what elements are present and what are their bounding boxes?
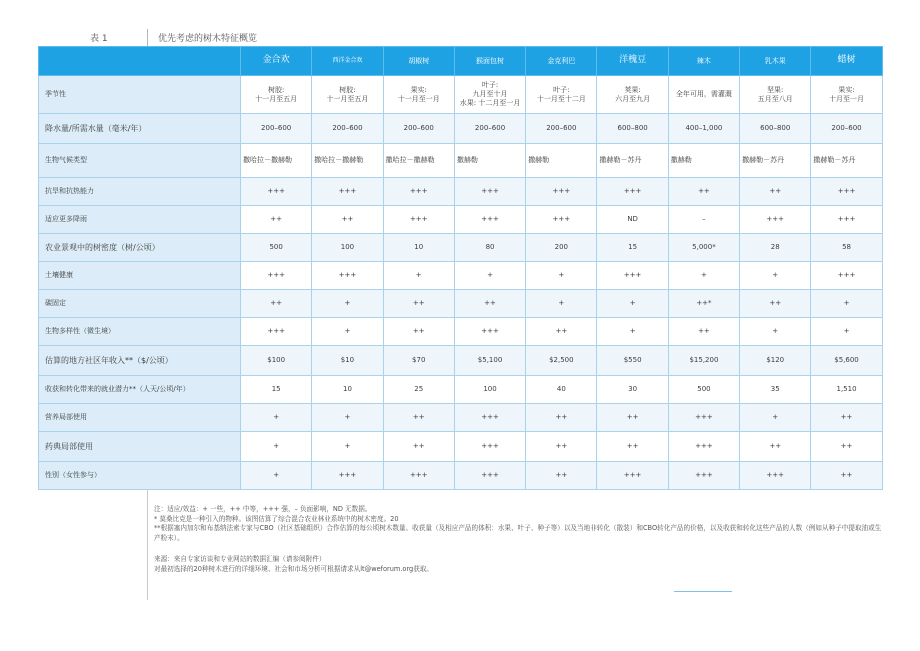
table-cell: 撒哈拉－撒赫勒 <box>383 144 454 178</box>
column-header-tree: 胡椒树 <box>383 47 454 76</box>
table-cell: + <box>811 290 882 318</box>
table-cell: 200–600 <box>312 114 383 144</box>
table-cell: + <box>526 290 597 318</box>
table-cell: +++ <box>811 206 882 234</box>
row-label: 生物气候类型 <box>39 144 241 178</box>
table-cell: 荚果: 六月至九月 <box>597 76 668 114</box>
table-cell: 200–600 <box>811 114 882 144</box>
table-cell: 200–600 <box>526 114 597 144</box>
table-cell: + <box>312 432 383 462</box>
table-cell: +++ <box>597 262 668 290</box>
table-cell: 35 <box>740 376 811 404</box>
table-cell: $15,200 <box>668 346 739 376</box>
header-row <box>39 47 883 76</box>
table-cell: $5,600 <box>811 346 882 376</box>
table-cell: ++ <box>454 290 525 318</box>
table-cell: 撒赫勒 <box>454 144 525 178</box>
table-cell: ++ <box>383 290 454 318</box>
table-cell: ++ <box>597 404 668 432</box>
table-cell: ++ <box>597 432 668 462</box>
table-row <box>39 318 883 346</box>
table-cell: ++ <box>668 318 739 346</box>
table-cell: ++ <box>312 206 383 234</box>
table-cell: 果实: 十一月至一月 <box>383 76 454 114</box>
table-cell: 1,510 <box>811 376 882 404</box>
table-cell: +++ <box>454 318 525 346</box>
table-cell: 10 <box>383 234 454 262</box>
column-header-tree: 猴面包树 <box>454 47 525 76</box>
table-cell: $70 <box>383 346 454 376</box>
table-cell: 果实: 十月至一月 <box>811 76 882 114</box>
table-row <box>39 432 883 462</box>
table-cell: +++ <box>811 178 882 206</box>
table-cell: + <box>312 290 383 318</box>
table-cell: 200 <box>526 234 597 262</box>
table-cell: 树胶: 十一月至五月 <box>241 76 312 114</box>
table-cell: 58 <box>811 234 882 262</box>
table-cell: + <box>668 262 739 290</box>
table-cell: 30 <box>597 376 668 404</box>
table-cell: ++ <box>383 404 454 432</box>
table-cell: +++ <box>740 462 811 490</box>
table-cell: $100 <box>241 346 312 376</box>
table-cell: +++ <box>668 462 739 490</box>
column-header-tree: 辣木 <box>668 47 739 76</box>
table-cell: 28 <box>740 234 811 262</box>
table-cell: ND <box>597 206 668 234</box>
table-cell: $5,100 <box>454 346 525 376</box>
table-cell: +++ <box>668 432 739 462</box>
table-cell: +++ <box>668 404 739 432</box>
table-cell: + <box>454 262 525 290</box>
table-cell: 撒赫勒 <box>526 144 597 178</box>
table-cell: $120 <box>740 346 811 376</box>
row-label: 收获和转化带来的就业潜力**（人天/公顷/年） <box>39 376 241 404</box>
column-header-tree: 金克利巴 <box>526 47 597 76</box>
table-cell: ++ <box>526 404 597 432</box>
table-cell: +++ <box>454 404 525 432</box>
table-cell: ++ <box>668 178 739 206</box>
table-cell: + <box>740 262 811 290</box>
table-cell: 坚果: 五月至八月 <box>740 76 811 114</box>
table-cell: +++ <box>454 178 525 206</box>
table-cell: + <box>241 462 312 490</box>
table-cell: 80 <box>454 234 525 262</box>
table-cell: ++ <box>526 318 597 346</box>
table-cell: + <box>241 404 312 432</box>
notes-source: 来源：来自专家访谈和专业网站的数据汇编（请参阅附件） <box>154 555 326 564</box>
table-row <box>39 376 883 404</box>
notes-footnote-2: **根据塞内加尔和布基纳法索专家与CBO（社区基础组织）合作估算的每公顷树木数量、收获量（及相应产品的体积：水果、叶子、种子等）以及当地非转化（散装）和CBO转化产品的价格，以及收获和转化这些产品的人数（例如从种子中提取油或生产粉末）。 <box>154 524 882 542</box>
column-header-tree: 乳木果 <box>740 47 811 76</box>
row-label: 营养局部使用 <box>39 404 241 432</box>
table-cell: 全年可用，需灌溉 <box>668 76 739 114</box>
table-cell: + <box>740 404 811 432</box>
table-cell: 树胶: 十一月至五月 <box>312 76 383 114</box>
table-cell: +++ <box>383 178 454 206</box>
table-cell: ++ <box>383 318 454 346</box>
row-label: 生物多样性（微生境） <box>39 318 241 346</box>
row-label: 季节性 <box>39 76 241 114</box>
table-cell: 叶子: 九月至十月 水果: 十二月至一月 <box>454 76 525 114</box>
notes-divider <box>147 490 148 600</box>
table-cell: 15 <box>241 376 312 404</box>
table-cell: 200–600 <box>383 114 454 144</box>
table-cell: ++ <box>241 290 312 318</box>
table-cell: + <box>312 404 383 432</box>
table-cell: $2,500 <box>526 346 597 376</box>
table-cell: +++ <box>241 178 312 206</box>
table-cell: +++ <box>312 462 383 490</box>
column-header-tree: 西洋金合欢 <box>312 47 383 76</box>
table-row <box>39 234 883 262</box>
table-cell: 叶子: 十一月至十二月 <box>526 76 597 114</box>
table-cell: +++ <box>526 206 597 234</box>
table-cell: 200–600 <box>241 114 312 144</box>
table-cell: ++* <box>668 290 739 318</box>
row-label: 适应更多降雨 <box>39 206 241 234</box>
table-caption <box>0 31 920 45</box>
notes-legend: 注：适应/效益：+ 一些，++ 中等，+++ 强，– 负面影响，ND 无数据。 <box>154 505 372 513</box>
table-cell: ++ <box>241 206 312 234</box>
notes-contact: 对最初选择的20种树木进行的详细环境、社会和市场分析可根据请求从lt@weforum.org获取。 <box>154 564 434 573</box>
table-cell: +++ <box>597 462 668 490</box>
column-header-tree: 蜡树 <box>811 47 882 76</box>
table-cell: 500 <box>668 376 739 404</box>
table-row <box>39 178 883 206</box>
table-cell: ++ <box>811 462 882 490</box>
table-cell: + <box>312 318 383 346</box>
table-cell: $550 <box>597 346 668 376</box>
table-cell: 撒赫勒 <box>668 144 739 178</box>
table-cell: 10 <box>312 376 383 404</box>
table-cell: ++ <box>811 404 882 432</box>
table-row <box>39 144 883 178</box>
table-cell: 600–800 <box>740 114 811 144</box>
table-cell: +++ <box>454 462 525 490</box>
table-cell: + <box>740 318 811 346</box>
table-cell: +++ <box>740 206 811 234</box>
table-cell: +++ <box>241 318 312 346</box>
table-cell: 25 <box>383 376 454 404</box>
table-cell: 撒赫勒－苏丹 <box>811 144 882 178</box>
caption-divider <box>147 29 148 47</box>
tree-characteristics-table <box>38 46 883 490</box>
notes-footnote-1: * 莫桑比克是一种引入的物种。该图估算了综合混合农业林业系统中的树木密度。20 <box>154 514 399 523</box>
table-cell: – <box>668 206 739 234</box>
header-corner <box>39 47 241 76</box>
table-cell: + <box>526 262 597 290</box>
table-cell: + <box>597 318 668 346</box>
table-row <box>39 404 883 432</box>
table-cell: 5,000* <box>668 234 739 262</box>
table-row <box>39 346 883 376</box>
table-cell: +++ <box>383 206 454 234</box>
table-cell: +++ <box>454 206 525 234</box>
table-cell: +++ <box>312 262 383 290</box>
table-cell: 200–600 <box>454 114 525 144</box>
email-link-underline <box>674 591 732 592</box>
table-cell: +++ <box>526 178 597 206</box>
row-label: 降水量/所需水量（毫米/年） <box>39 114 241 144</box>
row-label: 药典局部使用 <box>39 432 241 462</box>
table-cell: ++ <box>383 432 454 462</box>
table-cell: ++ <box>526 462 597 490</box>
table-cell: 100 <box>312 234 383 262</box>
table-cell: $10 <box>312 346 383 376</box>
table-cell: +++ <box>454 432 525 462</box>
column-header-tree: 洋槐豆 <box>597 47 668 76</box>
table-row <box>39 262 883 290</box>
column-header-tree: 金合欢 <box>241 47 312 76</box>
table-cell: +++ <box>312 178 383 206</box>
table-row <box>39 290 883 318</box>
table-cell: 40 <box>526 376 597 404</box>
table-cell: +++ <box>383 462 454 490</box>
table-cell: ++ <box>526 432 597 462</box>
table-notes <box>154 505 884 574</box>
table-cell: 撒哈拉－撒赫勒 <box>312 144 383 178</box>
row-label: 抗旱和抗热能力 <box>39 178 241 206</box>
table-cell: + <box>383 262 454 290</box>
table-cell: 500 <box>241 234 312 262</box>
table-cell: ++ <box>740 178 811 206</box>
table-cell: +++ <box>597 178 668 206</box>
table-row <box>39 76 883 114</box>
table-row <box>39 462 883 490</box>
table-cell: ++ <box>740 432 811 462</box>
table-title: 优先考虑的树木特征概览 <box>158 34 258 44</box>
table-cell: 400–1,000 <box>668 114 739 144</box>
table-cell: 600–800 <box>597 114 668 144</box>
row-label: 性别（女性参与） <box>39 462 241 490</box>
row-label: 土壤健康 <box>39 262 241 290</box>
table-cell: 撒哈拉－撒赫勒 <box>241 144 312 178</box>
table-cell: + <box>597 290 668 318</box>
table-number: 表 1 <box>90 34 108 44</box>
table-cell: ++ <box>740 290 811 318</box>
table-cell: +++ <box>811 262 882 290</box>
table-cell: +++ <box>241 262 312 290</box>
table-row <box>39 206 883 234</box>
table-cell: + <box>811 318 882 346</box>
table-cell: 15 <box>597 234 668 262</box>
table-cell: 100 <box>454 376 525 404</box>
row-label: 农业景观中的树密度（树/公顷） <box>39 234 241 262</box>
table-row <box>39 114 883 144</box>
table-cell: ++ <box>811 432 882 462</box>
table-cell: 撒赫勒－苏丹 <box>740 144 811 178</box>
table-cell: 撒赫勒－苏丹 <box>597 144 668 178</box>
row-label: 碳固定 <box>39 290 241 318</box>
table-cell: + <box>241 432 312 462</box>
row-label: 估算的地方社区年收入**（$/公顷） <box>39 346 241 376</box>
